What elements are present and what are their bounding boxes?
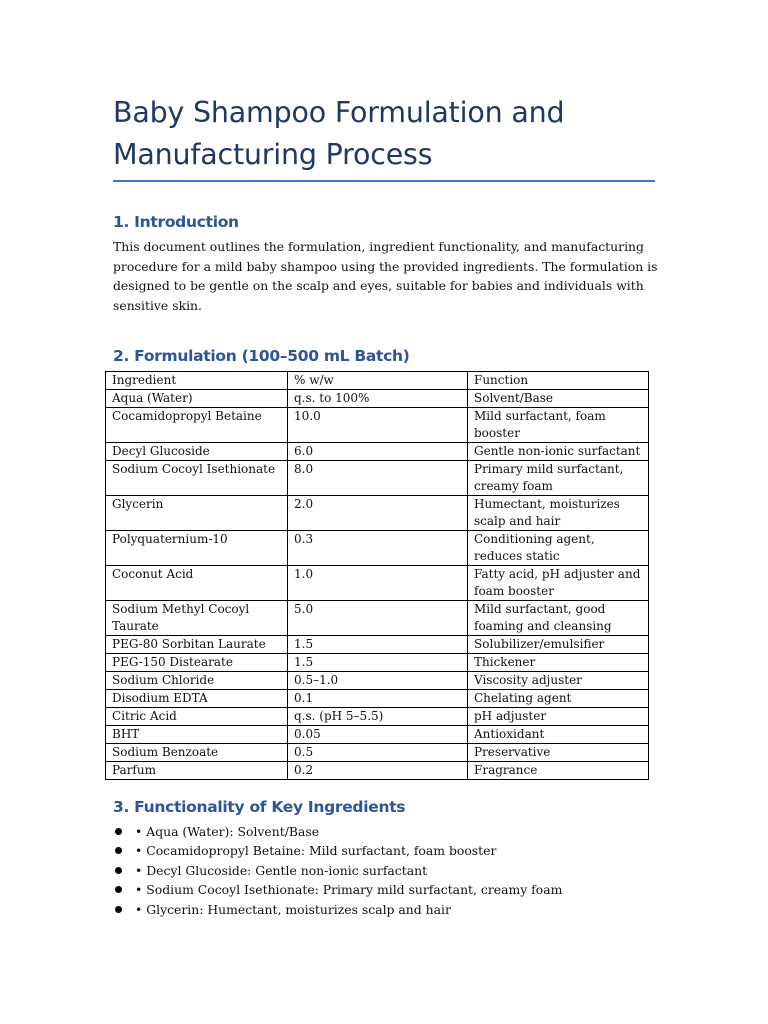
bullet-icon xyxy=(115,828,122,835)
table-row xyxy=(106,443,649,461)
ingredient-cell: Sodium Cocoyl Isethionate xyxy=(106,461,288,496)
table-row xyxy=(106,390,649,408)
ingredient-cell: BHT xyxy=(106,726,288,744)
percent-cell: 0.1 xyxy=(288,690,468,708)
percent-cell: 1.5 xyxy=(288,636,468,654)
percent-cell: 0.3 xyxy=(288,531,468,566)
header-ingredient: Ingredient xyxy=(106,372,288,390)
section-heading-functionality: 3. Functionality of Key Ingredients xyxy=(113,798,406,816)
function-cell: Antioxidant xyxy=(468,726,649,744)
ingredient-cell: Aqua (Water) xyxy=(106,390,288,408)
list-item xyxy=(113,900,673,919)
percent-cell: 0.5 xyxy=(288,744,468,762)
title-underline xyxy=(113,180,655,182)
section-heading-introduction: 1. Introduction xyxy=(113,213,239,231)
list-item-text: • Cocamidopropyl Betaine: Mild surfactant, foam booster xyxy=(135,843,497,859)
function-cell: Conditioning agent, reduces static xyxy=(468,531,649,566)
table-row xyxy=(106,636,649,654)
percent-cell: q.s. (pH 5–5.5) xyxy=(288,708,468,726)
percent-cell: 0.5–1.0 xyxy=(288,672,468,690)
table-row xyxy=(106,531,649,566)
table-row xyxy=(106,408,649,443)
percent-cell: q.s. to 100% xyxy=(288,390,468,408)
function-cell: Fragrance xyxy=(468,762,649,780)
percent-cell: 0.2 xyxy=(288,762,468,780)
percent-cell: 10.0 xyxy=(288,408,468,443)
ingredient-cell: Glycerin xyxy=(106,496,288,531)
table-row xyxy=(106,461,649,496)
function-cell: Preservative xyxy=(468,744,649,762)
percent-cell: 5.0 xyxy=(288,601,468,636)
ingredient-cell: Coconut Acid xyxy=(106,566,288,601)
list-item-text: • Decyl Glucoside: Gentle non-ionic surfactant xyxy=(135,862,428,878)
function-cell: Chelating agent xyxy=(468,690,649,708)
table-row xyxy=(106,672,649,690)
function-cell: Viscosity adjuster xyxy=(468,672,649,690)
document-title: Baby Shampoo Formulation and Manufacturing Process xyxy=(113,96,565,171)
table-row xyxy=(106,496,649,531)
function-cell: Fatty acid, pH adjuster and foam booster xyxy=(468,566,649,601)
ingredient-cell: Citric Acid xyxy=(106,708,288,726)
list-item xyxy=(113,822,673,841)
function-cell: Solvent/Base xyxy=(468,390,649,408)
list-item-text: • Glycerin: Humectant, moisturizes scalp and hair xyxy=(135,901,451,917)
percent-cell: 1.5 xyxy=(288,654,468,672)
percent-cell: 6.0 xyxy=(288,443,468,461)
function-cell: Mild surfactant, good foaming and cleansing xyxy=(468,601,649,636)
function-cell: Humectant, moisturizes scalp and hair xyxy=(468,496,649,531)
bullet-icon xyxy=(115,847,122,854)
function-cell: Gentle non-ionic surfactant xyxy=(468,443,649,461)
table-row xyxy=(106,708,649,726)
list-item-text: • Aqua (Water): Solvent/Base xyxy=(135,824,320,839)
table-row xyxy=(106,654,649,672)
percent-cell: 0.05 xyxy=(288,726,468,744)
percent-cell: 2.0 xyxy=(288,496,468,531)
ingredient-cell: Decyl Glucoside xyxy=(106,443,288,461)
list-item-text: • Sodium Cocoyl Isethionate: Primary mild surfactant, creamy foam xyxy=(135,882,563,898)
ingredient-cell: PEG-150 Distearate xyxy=(106,654,288,672)
table-row xyxy=(106,744,649,762)
formulation-table xyxy=(105,371,649,780)
ingredient-cell: Sodium Benzoate xyxy=(106,744,288,762)
percent-cell: 1.0 xyxy=(288,566,468,601)
list-item xyxy=(113,880,673,899)
bullet-icon xyxy=(115,867,122,874)
table-row xyxy=(106,601,649,636)
function-cell: Mild surfactant, foam booster xyxy=(468,408,649,443)
table-row xyxy=(106,690,649,708)
ingredient-cell: Parfum xyxy=(106,762,288,780)
list-item xyxy=(113,841,673,860)
function-cell: pH adjuster xyxy=(468,708,649,726)
ingredient-cell: Polyquaternium-10 xyxy=(106,531,288,566)
header-function: Function xyxy=(468,372,649,390)
introduction-paragraph: This document outlines the formulation, ingredient functionality, and manufacturing procedure for a mild baby shampoo using the provided ingredients. The formulation is designed to be gentle on the scalp and eyes, suitable for babies and individuals with sensitive skin. xyxy=(113,239,658,313)
ingredient-cell: Disodium EDTA xyxy=(106,690,288,708)
function-cell: Thickener xyxy=(468,654,649,672)
bullet-icon xyxy=(115,906,122,913)
ingredient-cell: PEG-80 Sorbitan Laurate xyxy=(106,636,288,654)
functionality-list xyxy=(113,822,673,919)
bullet-icon xyxy=(115,886,122,893)
section-heading-formulation: 2. Formulation (100–500 mL Batch) xyxy=(113,347,410,365)
ingredient-cell: Cocamidopropyl Betaine xyxy=(106,408,288,443)
percent-cell: 8.0 xyxy=(288,461,468,496)
function-cell: Solubilizer/emulsifier xyxy=(468,636,649,654)
table-row xyxy=(106,762,649,780)
table-row xyxy=(106,566,649,601)
table-header-row xyxy=(106,372,649,390)
ingredient-cell: Sodium Methyl Cocoyl Taurate xyxy=(106,601,288,636)
table-row xyxy=(106,726,649,744)
ingredient-cell: Sodium Chloride xyxy=(106,672,288,690)
list-item xyxy=(113,861,673,880)
function-cell: Primary mild surfactant, creamy foam xyxy=(468,461,649,496)
header-percent: % w/w xyxy=(288,372,468,390)
